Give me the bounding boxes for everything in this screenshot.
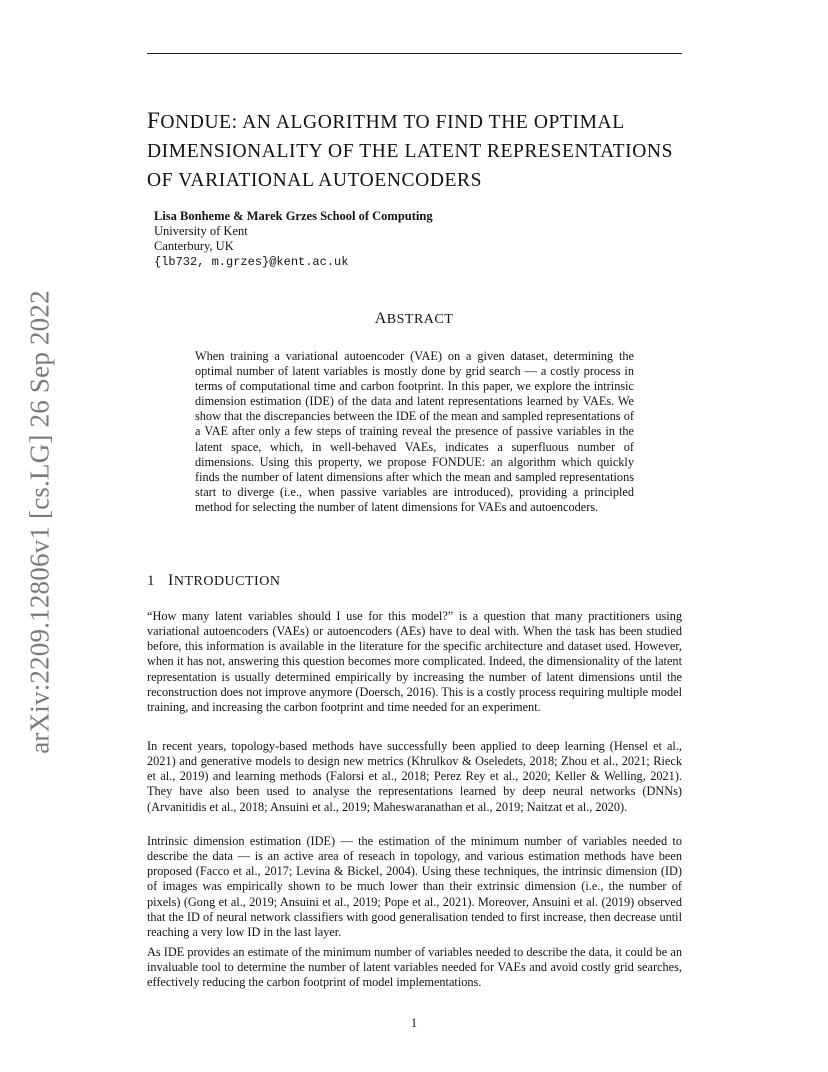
page-number: 1 xyxy=(410,1016,418,1030)
abstract-heading xyxy=(0,310,828,328)
intro-paragraph-2: In recent years, topology-based methods have successfully been applied to deep learning (Hensel et al., 2021) and generative models to design new metrics (Khrulkov & Oseledets, 2018; Zhou et al., 2021; Rieck et al., 2019) and learning methods (Falorsi et al., 2018; Perez Rey et al., 2020; Keller & Welling, 2021). They have also been used to analyse the representations learned by deep neural networks (DNNs) (Arvanitidis et al., 2018; Ansuini et al., 2019; Maheswaranathan et al., 2019; Naitzat et al., 2020). xyxy=(147,739,682,814)
author-location: Canterbury, UK xyxy=(154,239,234,254)
author-block xyxy=(154,209,574,270)
section-heading-initial: I xyxy=(168,572,174,589)
intro-paragraph-4: As IDE provides an estimate of the minimum number of variables needed to describe the data, it could be an invaluable tool to determine the number of latent variables needed for VAEs and avoid costly grid searches, effectively reducing the carbon footprint of model implementations. xyxy=(147,945,682,990)
title-rest: ONDUE: AN ALGORITHM TO FIND THE OPTIMAL DIMENSIONALITY OF THE LATENT REPRESENTATIONS OF VARIATIONAL AUTOENCODERS xyxy=(147,112,674,191)
section-heading-introduction xyxy=(147,572,280,590)
section-number: 1 xyxy=(147,573,155,589)
author-email[interactable]: {lb732, m.grzes}@kent.ac.uk xyxy=(154,254,349,269)
author-names: Lisa Bonheme & Marek Grzes School of Computing xyxy=(154,209,433,223)
arxiv-identifier-stamp[interactable]: arXiv:2209.12806v1 [cs.LG] 26 Sep 2022 xyxy=(24,290,55,754)
title-initial: F xyxy=(147,108,161,133)
section-heading-rest: NTRODUCTION xyxy=(173,574,281,589)
abstract-heading-initial: A xyxy=(374,310,387,327)
intro-paragraph-3: Intrinsic dimension estimation (IDE) — the estimation of the minimum number of variables needed to describe the data — is an active area of reseach in topology, and various estimation methods have been proposed (Facco et al., 2017; Levina & Bickel, 2004). Using these techniques, the intrinsic dimension (ID) of images was empirically shown to be much lower than their extrinsic dimension (i.e., the number of pixels) (Gong et al., 2019; Ansuini et al., 2019; Pope et al., 2021). Moreover, Ansuini et al. (2019) observed that the ID of neural network classifiers with good generalisation tended to first increase, then decrease until reaching a very low ID in the last layer. xyxy=(147,834,682,939)
intro-paragraph-1: “How many latent variables should I use for this model?” is a question that many practitioners using variational autoencoders (VAEs) or autoencoders (AEs) have to deal with. When the task has been studied before, this information is available in the literature for the specific architecture and dataset used. However, when it has not, answering this question becomes more complicated. Indeed, the dimensionality of the latent representation is usually determined empirically by increasing the number of latent dimensions until the reconstruction does not improve anymore (Doersch, 2016). This is a costly process requiring multiple model training, and increasing the carbon footprint and time needed for an experiment. xyxy=(147,609,682,714)
top-rule xyxy=(147,53,682,54)
abstract-heading-rest: BSTRACT xyxy=(386,312,454,327)
author-affiliation: University of Kent xyxy=(154,224,248,239)
paper-title xyxy=(147,106,692,195)
abstract-body: When training a variational autoencoder (VAE) on a given dataset, determining the optimal number of latent variables is mostly done by grid search — a costly process in terms of computational time and carbon footprint. In this paper, we explore the intrinsic dimension estimation (IDE) of the data and latent representations learned by VAEs. We show that the discrepancies between the IDE of the mean and sampled representations of a VAE after only a few steps of training reveal the presence of passive variables in the latent space, which, in well-behaved VAEs, indicates a superfluous number of dimensions. Using this property, we propose FONDUE: an algorithm which quickly finds the number of latent dimensions after which the mean and sampled representations start to diverge (i.e., when passive variables are introduced), providing a principled method for selecting the number of latent dimensions for VAEs and autoencoders. xyxy=(195,349,634,514)
